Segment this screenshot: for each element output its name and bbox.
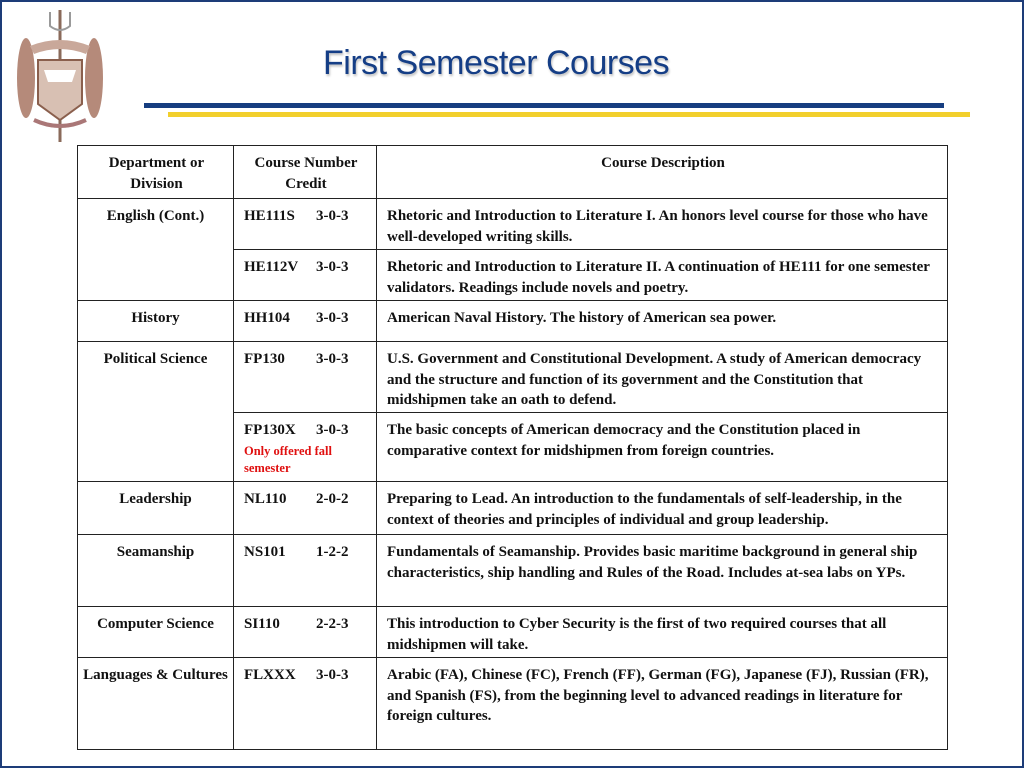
course-number-cell [234,301,377,342]
course-credit: 2-2-3 [316,616,349,632]
table-row [78,482,948,535]
department-cell: History [78,301,234,342]
table-header-row [78,146,948,199]
course-code: NS101 [244,544,286,560]
header-description: Course Description [377,146,948,199]
course-number-cell [234,199,377,250]
table-row [78,658,948,750]
course-description: U.S. Government and Constitutional Development. A study of American democracy and the structure and function of its government and the Constitution that midshipmen take an oath to defend. [377,342,948,413]
course-credit: 3-0-3 [316,208,349,224]
course-credit: 1-2-2 [316,544,349,560]
header-course-number: Course Number Credit [234,146,377,199]
course-credit: 3-0-3 [316,259,349,275]
course-number-cell [234,342,377,413]
course-description: Arabic (FA), Chinese (FC), French (FF), German (FG), Japanese (FJ), Russian (FR), and Spanish (FS), from the beginning level to advanced readings in literature for foreign cultures. [377,658,948,750]
courses-table [77,145,948,750]
course-number-cell [234,658,377,750]
course-code: FP130X [244,422,296,438]
course-description: American Naval History. The history of American sea power. [377,301,948,342]
course-number-cell [234,535,377,607]
course-description: Fundamentals of Seamanship. Provides basic maritime background in general ship characteristics, ship handling and Rules of the Road. Includes at-sea labs on YPs. [377,535,948,607]
course-number-cell [234,482,377,535]
department-cell: Languages & Cultures [78,658,234,750]
course-credit: 3-0-3 [316,351,349,367]
course-code: HE112V [244,259,299,275]
course-code: FLXXX [244,667,296,683]
table-row [78,199,948,250]
course-credit: 3-0-3 [316,310,349,326]
course-description: The basic concepts of American democracy and the Constitution placed in comparative context for midshipmen from foreign countries. [377,413,948,482]
header-department: Department or Division [78,146,234,199]
department-cell: English (Cont.) [78,199,234,301]
availability-note: Only offered fall semester [244,443,332,475]
course-number-cell [234,250,377,301]
course-description: This introduction to Cyber Security is the first of two required courses that all midshipmen will take. [377,607,948,658]
course-description: Rhetoric and Introduction to Literature I. An honors level course for those who have well-developed writing skills. [377,199,948,250]
course-number-cell [234,607,377,658]
table-row [78,342,948,413]
course-credit: 2-0-2 [316,491,349,507]
slide-title: First Semester Courses [323,44,670,82]
course-credit: 3-0-3 [316,422,349,438]
course-description: Preparing to Lead. An introduction to the fundamentals of self-leadership, in the context of theories and principles of individual and group leadership. [377,482,948,535]
course-code: HE111S [244,208,295,224]
title-divider-gold [168,112,970,117]
table-row [78,535,948,607]
naval-academy-crest-logo [12,8,108,144]
course-code: FP130 [244,351,285,367]
course-code: HH104 [244,310,290,326]
course-number-cell [234,413,377,482]
department-cell: Computer Science [78,607,234,658]
table-row [78,607,948,658]
title-divider-blue [144,103,944,108]
course-credit: 3-0-3 [316,667,349,683]
course-description: Rhetoric and Introduction to Literature II. A continuation of HE111 for one semester validators. Readings include novels and poetry. [377,250,948,301]
department-cell: Political Science [78,342,234,482]
table-row [78,301,948,342]
course-code: NL110 [244,491,287,507]
course-code: SI110 [244,616,280,632]
department-cell: Seamanship [78,535,234,607]
department-cell: Leadership [78,482,234,535]
